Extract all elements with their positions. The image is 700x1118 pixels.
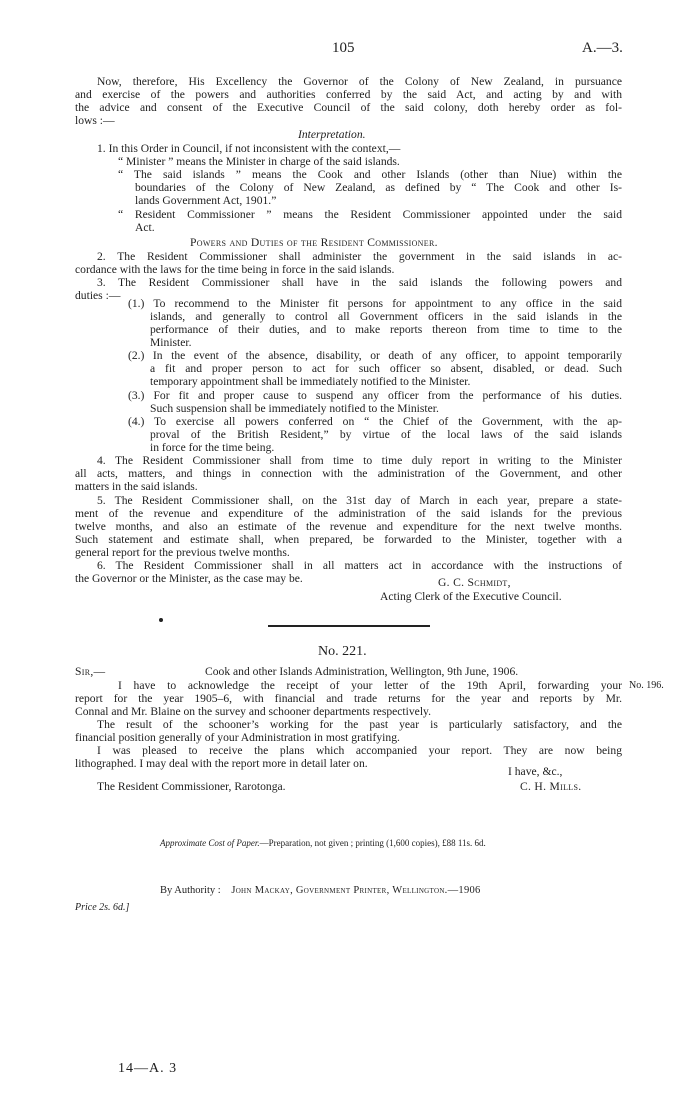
clause-line: twelve months, and also an estimate of the revenue and expenditure for the next twelve months. <box>75 520 622 533</box>
clause-line: 2. The Resident Commissioner shall administer the government in the said islands in ac- <box>97 250 622 263</box>
letter-line: The result of the schooner’s working for the past year is particularly satisfactory, and the <box>97 718 622 731</box>
dateline: Cook and other Islands Administration, Wellington, 9th June, 1906. <box>205 665 519 678</box>
subclause-line: a fit and proper person to act for such officer so absent, disabled, or dead. Such <box>150 362 622 375</box>
preamble-line: the advice and consent of the Executive Council of the said colony, doth hereby order as fol- <box>75 101 622 114</box>
signatory-name: G. C. Schmidt, <box>438 576 511 589</box>
printer-imprint <box>160 885 481 896</box>
preamble-line: Now, therefore, His Excellency the Governor of the Colony of New Zealand, in pursuance <box>97 75 622 88</box>
clause-line: 6. The Resident Commissioner shall in all matters act in accordance with the instructions of <box>97 559 622 572</box>
salutation: Sir,— <box>75 665 106 678</box>
closing: I have, &c., <box>508 765 563 778</box>
addressee: The Resident Commissioner, Rarotonga. <box>97 780 286 793</box>
interpretation-heading: Interpretation. <box>298 128 366 141</box>
subclause-line: temporary appointment shall be immediately notified to the Minister. <box>150 375 471 388</box>
section-divider <box>268 625 430 627</box>
definition-line: “ Resident Commissioner ” means the Resident Commissioner appointed under the said <box>118 208 622 221</box>
cost-text: —Preparation, not given ; printing (1,600 copies), £88 11s. 6d. <box>259 838 486 848</box>
clause-line: all acts, matters, and things in connection with the administration of the Government, and other <box>75 467 622 480</box>
definition-line: lands Government Act, 1901.” <box>135 194 277 207</box>
subclause-line: performance of their duties, and to make reports thereon from time to time to the <box>150 323 622 336</box>
sheet-signature-mark: 14—A. 3 <box>118 1061 178 1076</box>
letter-line: lithographed. I may deal with the report more in detail later on. <box>75 757 368 770</box>
subclause-line: in force for the time being. <box>150 441 275 454</box>
cost-of-paper-note <box>160 838 486 848</box>
subclause-line: (2.) In the event of the absence, disability, or death of any officer, to appoint temporarily <box>128 349 622 362</box>
printer-name: John Mackay, Government Printer, Wellington.—1906 <box>231 885 481 896</box>
signer: C. H. Mills. <box>520 780 582 793</box>
clause-line: 1. In this Order in Council, if not inconsistent with the context,— <box>97 142 401 155</box>
definition-line: boundaries of the Colony of New Zealand, as defined by “ The Cook and other Is- <box>135 181 622 194</box>
cost-label: Approximate Cost of Paper. <box>160 838 260 848</box>
subclause-line: islands, and generally to control all Government officers in the said islands in the <box>150 310 622 323</box>
definition-line: “ The said islands ” means the Cook and other Islands (other than Niue) within the <box>118 168 622 181</box>
letter-line: Connal and Mr. Blaine on the survey and schooner departments respectively. <box>75 705 431 718</box>
definition-line: Act. <box>135 221 155 234</box>
page-number: 105 <box>332 40 355 56</box>
letter-line: report for the year 1905–6, with financial and trade returns for the year and reports by Mr. <box>75 692 622 705</box>
clause-line: 4. The Resident Commissioner shall from time to time duly report in writing to the Minister <box>97 454 622 467</box>
clause-line: ment of the revenue and expenditure of the administration of the said islands for the previous <box>75 507 622 520</box>
clause-line: general report for the previous twelve months. <box>75 546 290 559</box>
subclause-line: Minister. <box>150 336 192 349</box>
letter-line: I was pleased to receive the plans which accompanied your report. They are now being <box>97 744 622 757</box>
clause-line: duties :— <box>75 289 121 302</box>
margin-note: No. 196. <box>629 680 664 691</box>
clause-line: Such statement and estimate shall, when prepared, be forwarded to the Minister, together with a <box>75 533 622 546</box>
powers-heading: Powers and Duties of the Resident Commissioner. <box>190 236 438 249</box>
authority-prefix: By Authority : <box>160 885 221 896</box>
letter-number: No. 221. <box>318 644 367 659</box>
clause-line: the Governor or the Minister, as the case may be. <box>75 572 303 585</box>
clause-line: matters in the said islands. <box>75 480 198 493</box>
clause-line: cordance with the laws for the time being in force in the said islands. <box>75 263 395 276</box>
printed-dot <box>159 618 163 622</box>
letter-line: financial position generally of your Administration in most gratifying. <box>75 731 400 744</box>
definition-line: “ Minister ” means the Minister in charge of the said islands. <box>118 155 400 168</box>
subclause-line: proval of the British Resident,” by virtue of the local laws of the said islands <box>150 428 622 441</box>
signatory-title: Acting Clerk of the Executive Council. <box>380 590 562 603</box>
preamble-line: and exercise of the powers and authorities conferred by the said Act, and acting by and with <box>75 88 622 101</box>
subclause-line: (1.) To recommend to the Minister fit persons for appointment to any office in the said <box>128 297 622 310</box>
price: Price 2s. 6d.] <box>75 902 130 913</box>
clause-line: 3. The Resident Commissioner shall have in the said islands the following powers and <box>97 276 622 289</box>
subclause-line: Such suspension shall be immediately notified to the Minister. <box>150 402 439 415</box>
clause-line: 5. The Resident Commissioner shall, on the 31st day of March in each year, prepare a state- <box>97 494 622 507</box>
letter-line: I have to acknowledge the receipt of your letter of the 19th April, forwarding your <box>118 679 622 692</box>
preamble-line: lows :— <box>75 114 115 127</box>
document-reference: A.—3. <box>582 40 623 56</box>
subclause-line: (3.) For fit and proper cause to suspend any officer from the performance of his duties. <box>128 389 622 402</box>
subclause-line: (4.) To exercise all powers conferred on “ the Chief of the Government, with the ap- <box>128 415 622 428</box>
